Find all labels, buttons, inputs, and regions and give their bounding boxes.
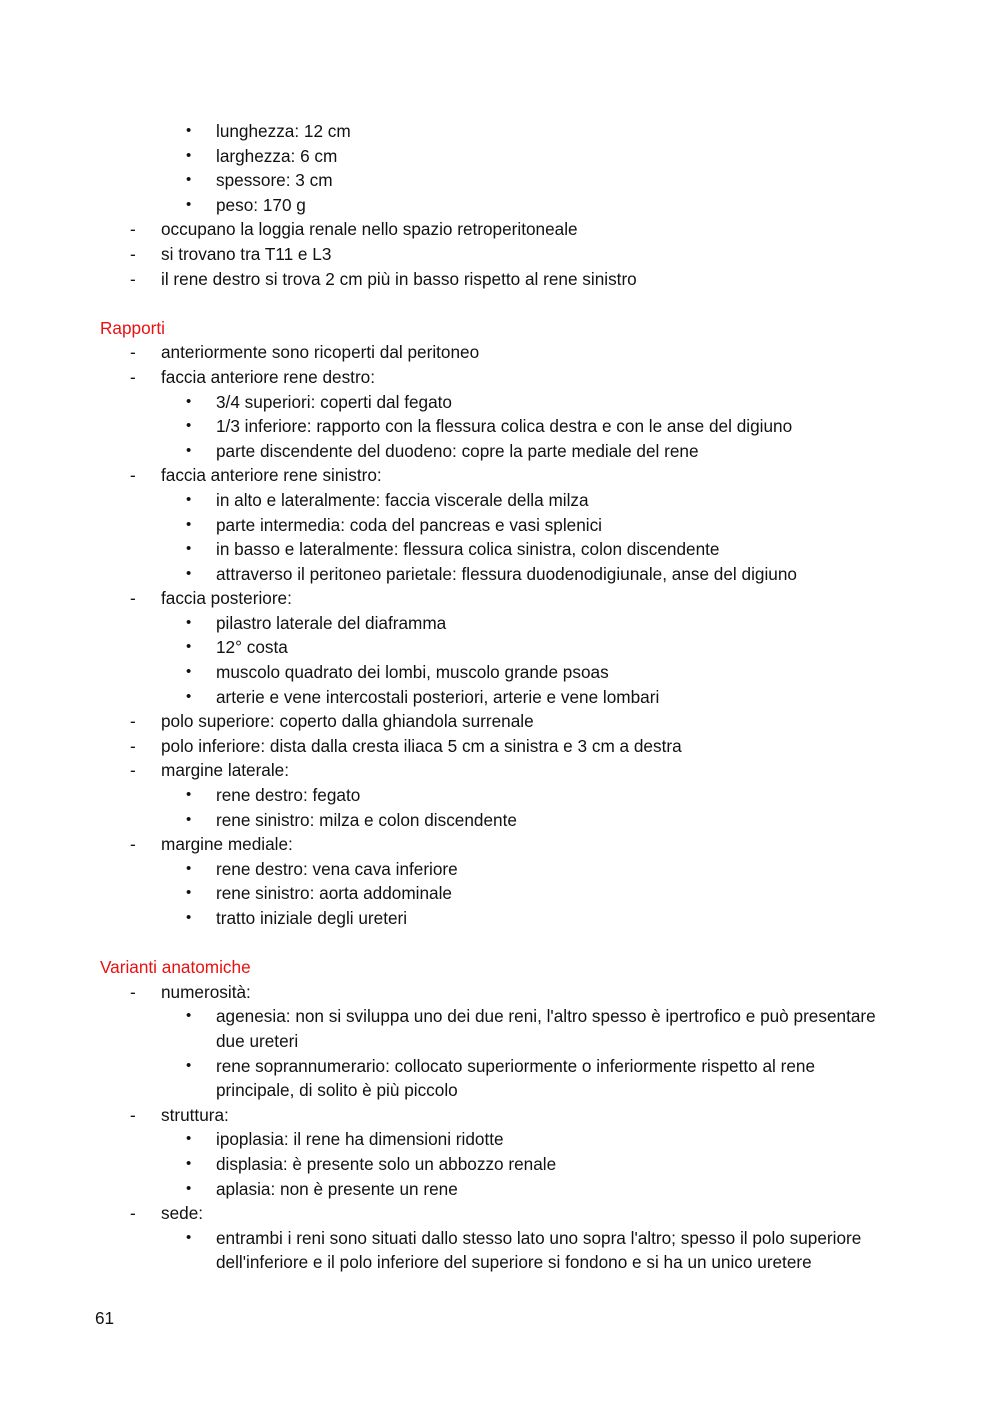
bullet-marker: • (186, 122, 192, 139)
bullet-item: • arterie e vene intercostali posteriori, arterie e vene lombari (100, 685, 896, 710)
bullet-marker: • (186, 810, 192, 828)
bullet-marker: • (186, 786, 192, 804)
section-heading-rapporti: Rapporti (100, 317, 165, 338)
bullet-marker: • (186, 1228, 192, 1246)
bullet-item: • parte intermedia: coda del pancreas e vasi splenici (100, 513, 896, 538)
bullet-marker: • (186, 564, 192, 582)
dash-marker: - (130, 465, 136, 486)
bullet-item: • 12° costa (100, 635, 896, 660)
bullet-marker: • (186, 171, 192, 189)
rapporti-list (100, 340, 900, 930)
bullet-marker: • (186, 195, 192, 213)
bullet-item: • entrambi i reni sono situati dallo stesso lato uno sopra l'altro; spesso il polo superiore dell'inferiore e il polo inferiore del superiore si fondono e si ha un unico uretere (186, 1227, 862, 1273)
bullet-item: • in basso e lateralmente: flessura colica sinistra, colon discendente (100, 537, 896, 562)
bullet-item: • displasia: è presente solo un abbozzo renale (100, 1152, 896, 1177)
position-list (100, 217, 900, 291)
bullet-item: • rene sinistro: milza e colon discendente (100, 808, 896, 833)
spacer (100, 931, 900, 956)
bullet-marker: • (186, 1154, 192, 1172)
bullet-marker: • (186, 1007, 192, 1025)
varianti-list (100, 980, 900, 1275)
bullet-item: • rene sinistro: aorta addominale (100, 881, 896, 906)
dash-item: - struttura: (100, 1103, 900, 1128)
bullet-marker: • (186, 687, 192, 705)
dash-item: - faccia posteriore: (100, 586, 900, 611)
bullet-item: • rene destro: fegato (100, 783, 896, 808)
dash-item: - margine laterale: (100, 758, 900, 783)
dash-marker: - (130, 342, 136, 363)
bullet-item: • lunghezza: 12 cm (100, 119, 896, 144)
dash-item: - occupano la loggia renale nello spazio retroperitoneale (100, 217, 900, 242)
bullet-item: • 1/3 inferiore: rapporto con la flessura colica destra e con le anse del digiuno (100, 414, 896, 439)
dash-item: - sede: (100, 1201, 900, 1226)
dash-item: - anteriormente sono ricoperti dal peritoneo (100, 340, 900, 365)
dash-marker: - (130, 268, 136, 289)
dash-marker: - (130, 588, 136, 609)
section-heading-varianti: Varianti anatomiche (100, 957, 251, 978)
bullet-item: • tratto iniziale degli ureteri (100, 906, 896, 931)
page-number: 61 (95, 1308, 115, 1328)
dash-item: - polo superiore: coperto dalla ghiandola surrenale (100, 709, 900, 734)
bullet-item: • parte discendente del duodeno: copre la parte mediale del rene (100, 439, 896, 464)
dash-item: - si trovano tra T11 e L3 (100, 242, 900, 267)
bullet-marker: • (186, 909, 192, 926)
bullet-item: • larghezza: 6 cm (100, 144, 896, 169)
dash-item: - numerosità: (100, 980, 900, 1005)
bullet-marker: • (186, 663, 192, 681)
dash-marker: - (130, 735, 136, 756)
bullet-item: • 3/4 superiori: coperti dal fegato (100, 390, 896, 415)
bullet-marker: • (186, 515, 192, 533)
bullet-marker: • (186, 613, 192, 631)
bullet-item: • aplasia: non è presente un rene (100, 1177, 896, 1202)
bullet-marker: • (186, 540, 192, 558)
dash-marker: - (130, 711, 136, 732)
bullet-marker: • (186, 638, 192, 656)
bullet-item: • agenesia: non si sviluppa uno dei due reni, l'altro spesso è ipertrofico e può presentare due ureteri (186, 1006, 876, 1051)
bullet-marker: • (186, 884, 192, 902)
dash-marker: - (130, 366, 136, 387)
spacer (100, 291, 900, 316)
bullet-marker: • (186, 417, 192, 435)
dimensions-list (100, 119, 900, 217)
bullet-item: • rene soprannumerario: collocato superiormente o inferiormente rispetto al rene principale, di solito è più piccolo (186, 1055, 816, 1101)
dash-item: - il rene destro si trova 2 cm più in basso rispetto al rene sinistro (100, 267, 900, 292)
bullet-item: • muscolo quadrato dei lombi, muscolo grande psoas (100, 660, 896, 685)
bullet-item: • peso: 170 g (100, 193, 896, 218)
bullet-item: • ipoplasia: il rene ha dimensioni ridotte (100, 1127, 896, 1152)
bullet-marker: • (186, 1130, 192, 1148)
bullet-item: • in alto e lateralmente: faccia viscerale della milza (100, 488, 896, 513)
dash-marker: - (130, 1203, 136, 1224)
dash-marker: - (130, 243, 136, 264)
bullet-item: • attraverso il peritoneo parietale: flessura duodenodigiunale, anse del digiuno (100, 562, 896, 587)
dash-item: - faccia anteriore rene destro: (100, 365, 900, 390)
dash-item: - polo inferiore: dista dalla cresta iliaca 5 cm a sinistra e 3 cm a destra (100, 734, 900, 759)
dash-item: - margine mediale: (100, 832, 900, 857)
bullet-marker: • (186, 490, 192, 508)
bullet-marker: • (186, 441, 192, 459)
bullet-marker: • (186, 859, 192, 877)
dash-marker: - (130, 219, 136, 240)
bullet-item: • spessore: 3 cm (100, 168, 896, 193)
dash-item: - faccia anteriore rene sinistro: (100, 463, 900, 488)
dash-marker: - (130, 981, 136, 1002)
bullet-marker: • (186, 392, 192, 410)
bullet-marker: • (186, 1179, 192, 1197)
bullet-item: • pilastro laterale del diaframma (100, 611, 896, 636)
page-content (100, 119, 900, 1275)
bullet-item: • rene destro: vena cava inferiore (100, 857, 896, 882)
dash-marker: - (130, 1104, 136, 1125)
dash-marker: - (130, 760, 136, 781)
dash-marker: - (130, 834, 136, 855)
bullet-marker: • (186, 146, 192, 164)
bullet-marker: • (186, 1056, 192, 1074)
